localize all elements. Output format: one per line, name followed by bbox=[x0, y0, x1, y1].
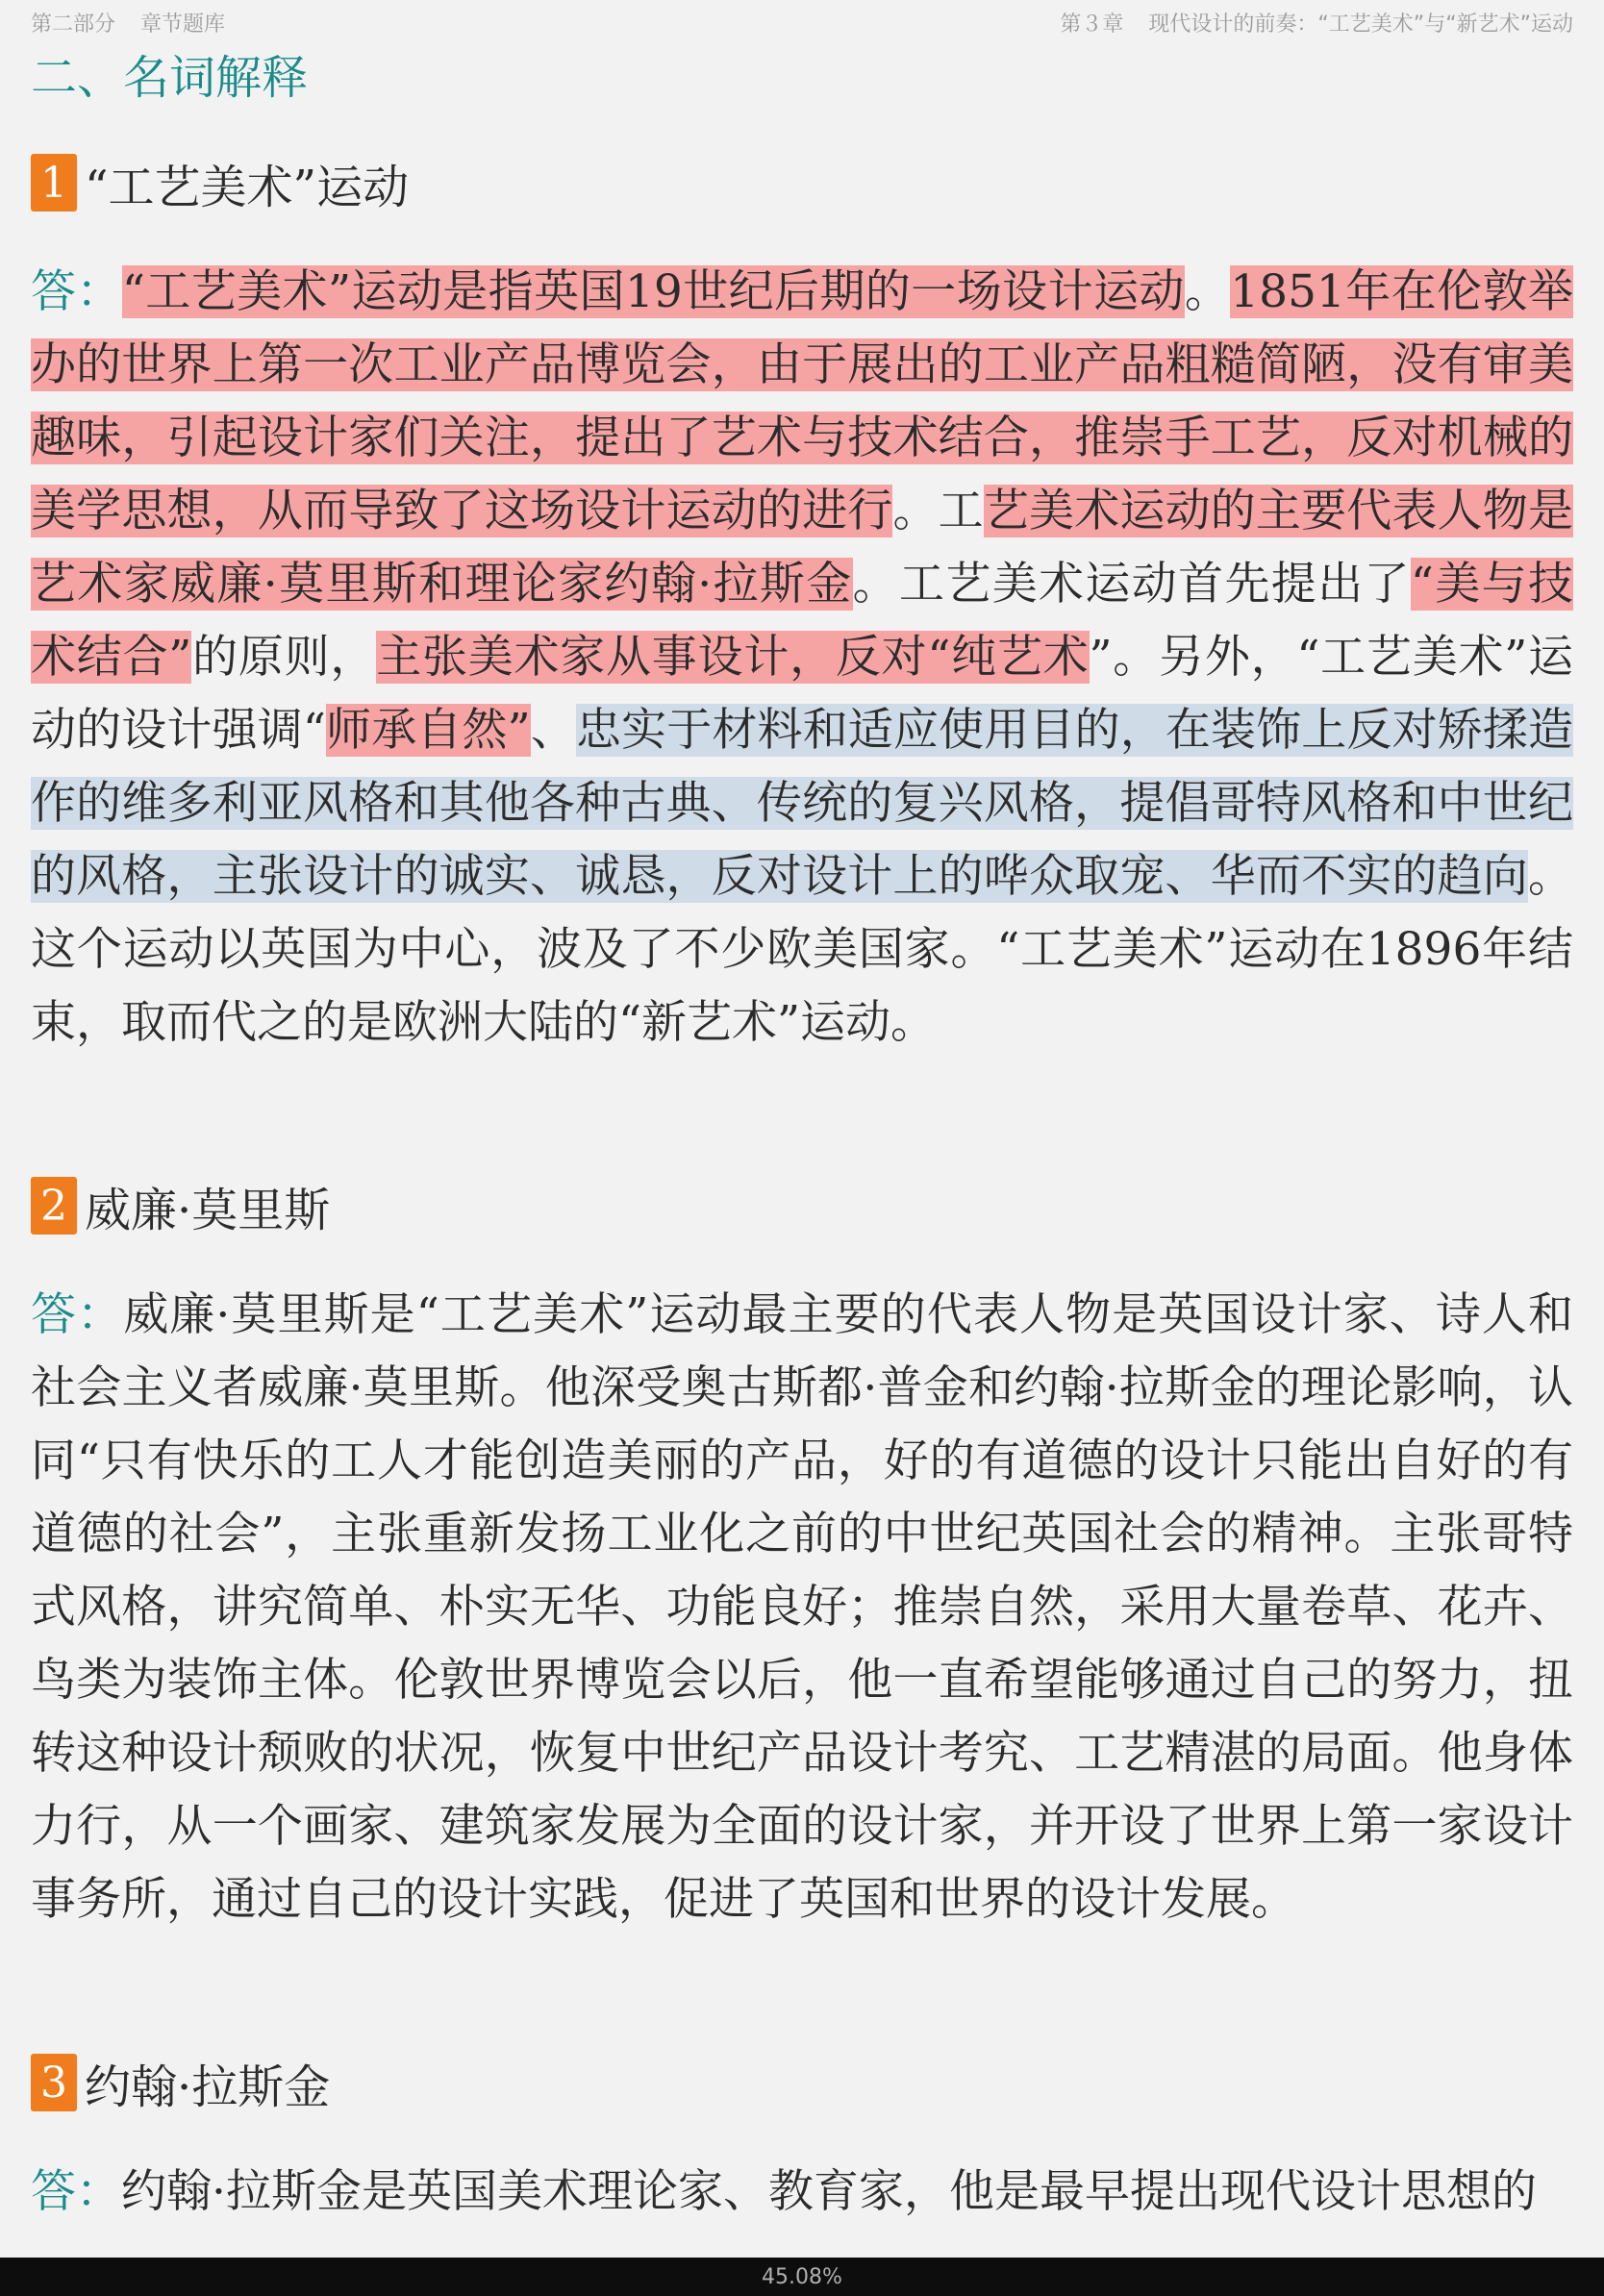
term-number-badge: 1 bbox=[31, 154, 77, 212]
reading-progress-bar bbox=[0, 2258, 1604, 2296]
content bbox=[31, 144, 1573, 2229]
section-title: 二、名词解释 bbox=[31, 51, 309, 105]
answer-label: 答： bbox=[31, 2165, 121, 2218]
highlight-blue[interactable]: 忠实于材料和适应使用目的，在装饰上反对矫揉造作的维多利亚风格和其他各种古典、传统的复兴风格，提倡哥特风格和中世纪的风格，主张设计的诚实、诚恳，反对设计上的哗众取宠、华而不实的趋向 bbox=[31, 704, 1574, 903]
term-title: 约翰·拉斯金 bbox=[85, 2059, 331, 2114]
answer-text[interactable] bbox=[31, 1288, 1573, 1926]
running-header bbox=[31, 8, 1573, 37]
header-chapter: 第３章 bbox=[1060, 12, 1124, 37]
header-part: 第二部分 bbox=[31, 12, 116, 37]
answer-label: 答： bbox=[31, 1288, 124, 1341]
answer-paragraph[interactable] bbox=[31, 1279, 1573, 1936]
term-title: “工艺美术”运动 bbox=[85, 160, 410, 214]
answer-segment: 约翰·拉斯金是英国美术理论家、教育家，他是最早提出现代设计思想的 bbox=[121, 2165, 1537, 2218]
highlight-red[interactable]: 主张美术家从事设计，反对“纯艺术 bbox=[376, 631, 1090, 684]
term-heading bbox=[31, 1167, 1573, 1244]
term-number-badge: 3 bbox=[31, 2054, 77, 2111]
answer-segment: 。工艺美术运动首先提出了 bbox=[852, 558, 1411, 611]
answer-segment: 威廉·莫里斯是“工艺美术”运动最主要的代表人物是英国设计家、诗人和社会主义者威廉·莫里斯。他深受奥古斯都·普金和约翰·拉斯金的理论影响，认同“只有快乐的工人才能创造美丽的产品，好的有道德的设计只能出自好的有道德的社会”，主张重新发扬工业化之前的中世纪英国社会的精神。主张哥特式风格，讲究简单、朴实无华、功能良好；推崇自然，采用大量卷草、花卉、鸟类为装饰主体。伦敦世界博览会以后，他一直希望能够通过自己的努力，扭转这种设计颓败的状况，恢复中世纪产品设计考究、工艺精湛的局面。他身体力行，从一个画家、建筑家发展为全面的设计家，并开设了世界上第一家设计事务所，通过自己的设计实践，促进了英国和世界的设计发展。 bbox=[31, 1288, 1574, 1926]
answer-segment: 的原则， bbox=[191, 631, 377, 684]
highlight-red[interactable]: 师承自然” bbox=[325, 704, 531, 757]
answer-text[interactable] bbox=[121, 2165, 1537, 2218]
answer-paragraph[interactable] bbox=[31, 2156, 1573, 2229]
term-number-badge: 2 bbox=[31, 1177, 77, 1235]
answer-label: 答： bbox=[31, 265, 122, 318]
header-left bbox=[31, 8, 250, 37]
term-title: 威廉·莫里斯 bbox=[85, 1183, 331, 1237]
highlight-red[interactable]: “美与技术结合” bbox=[31, 558, 1574, 684]
highlight-red[interactable]: “工艺美术”运动是指英国19世纪后期的一场设计运动 bbox=[121, 265, 1185, 318]
answer-segment: ”。另外，“工艺美术”运动的设计强调“ bbox=[31, 631, 1574, 757]
answer-text[interactable] bbox=[31, 265, 1573, 1049]
answer-segment: 。工 bbox=[892, 485, 984, 537]
term-heading bbox=[31, 2044, 1573, 2121]
answer-segment: 。这个运动以英国为中心，波及了不少欧美国家。“工艺美术”运动在1896年结束，取而代之的是欧洲大陆的“新艺术”运动。 bbox=[31, 850, 1573, 1049]
reading-progress: 45.08% bbox=[762, 2264, 842, 2289]
header-right bbox=[1060, 8, 1573, 37]
answer-segment: 、 bbox=[530, 704, 576, 757]
highlight-red[interactable]: 艺美术运动的主要代表人物是艺术家威廉·莫里斯和理论家约翰·拉斯金 bbox=[31, 485, 1574, 611]
term-heading bbox=[31, 144, 1573, 221]
answer-paragraph[interactable] bbox=[31, 256, 1573, 1060]
answer-segment: 。 bbox=[1184, 265, 1231, 318]
highlight-red[interactable]: 1851年在伦敦举办的世界上第一次工业产品博览会，由于展出的工业产品粗糙简陋，没有审美趣味，引起设计家们关注，提出了艺术与技术结合，推崇手工艺，反对机械的美学思想，从而导致了这场设计运动的进行 bbox=[31, 265, 1573, 537]
header-chapter-title: 现代设计的前奏：“工艺美术”与“新艺术”运动 bbox=[1148, 12, 1573, 37]
header-bank: 章节题库 bbox=[140, 12, 226, 37]
